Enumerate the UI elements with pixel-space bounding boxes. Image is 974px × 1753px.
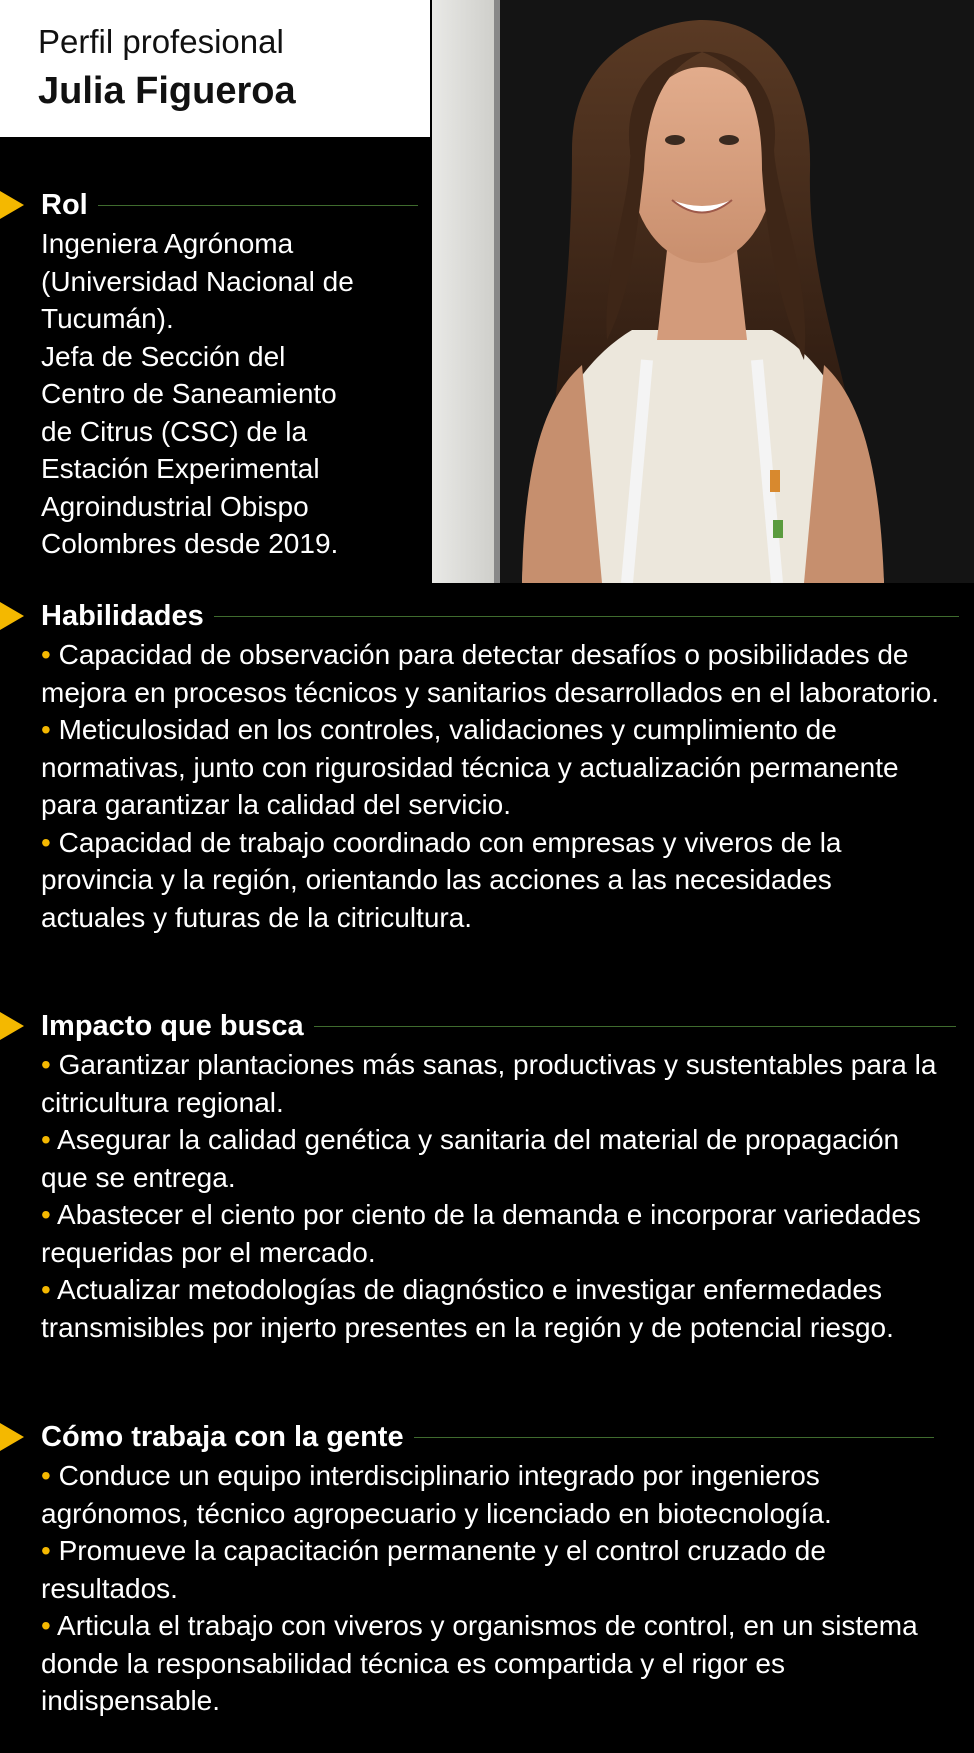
bullet-icon: •	[41, 1124, 51, 1155]
bullet-icon: •	[41, 1199, 51, 1230]
rol-line: de Citrus (CSC) de la	[41, 415, 308, 447]
triangle-marker-icon	[0, 602, 24, 630]
triangle-marker-icon	[0, 1012, 24, 1040]
section-rule	[314, 1026, 956, 1027]
list-item: • Capacidad de trabajo coordinado con empresas y viveros de la provincia y la región, orientando las acciones a las necesidades actuales y futuras de la citricultura.	[41, 826, 842, 933]
bullet-icon: •	[41, 826, 51, 858]
bullet-icon: •	[41, 714, 51, 745]
list-item: • Meticulosidad en los controles, validaciones y cumplimiento de normativas, junto con rigurosidad técnica y actualización permanente para garantizar la calidad del servicio.	[41, 714, 899, 820]
list-item: • Conduce un equipo interdisciplinario integrado por ingenieros agrónomos, técnico agropecuario y licenciado en biotecnología.	[41, 1460, 832, 1529]
section-gente	[0, 1417, 974, 1720]
list-item: • Promueve la capacitación permanente y el control cruzado de resultados.	[41, 1535, 826, 1604]
rol-line: Ingeniera Agrónoma	[41, 228, 294, 259]
rol-line: Jefa de Sección del	[41, 340, 286, 372]
bullet-icon: •	[41, 1610, 51, 1641]
profile-name: Julia Figueroa	[38, 70, 296, 112]
list-item: • Capacidad de observación para detectar desafíos o posibilidades de mejora en procesos técnicos y sanitarios desarrollados en el laboratorio.	[41, 639, 940, 708]
section-title-gente: Cómo trabaja con la gente	[41, 1421, 404, 1453]
section-rule	[98, 205, 418, 206]
section-rule	[214, 616, 959, 617]
triangle-marker-icon	[0, 191, 24, 219]
rol-description	[41, 225, 974, 563]
rol-line: Colombres desde 2019.	[41, 528, 339, 559]
bullet-icon: •	[41, 1535, 51, 1566]
section-impacto	[0, 1006, 974, 1346]
bullet-icon: •	[41, 1049, 51, 1080]
rol-line: Agroindustrial Obispo	[41, 490, 309, 522]
triangle-marker-icon	[0, 1423, 24, 1451]
list-item: • Garantizar plantaciones más sanas, productivas y sustentables para la citricultura regional.	[41, 1049, 937, 1118]
section-title-impacto: Impacto que busca	[41, 1010, 304, 1042]
list-item: • Abastecer el ciento por ciento de la demanda e incorporar variedades requeridas por el mercado.	[41, 1199, 921, 1268]
section-habilidades	[0, 596, 974, 936]
rol-line: Tucumán).	[41, 303, 174, 334]
profile-subtitle: Perfil profesional	[38, 23, 284, 60]
habilidades-list	[41, 636, 941, 936]
bullet-icon: •	[41, 1274, 51, 1305]
rol-line: Centro de Saneamiento	[41, 378, 337, 409]
section-title-rol: Rol	[41, 189, 88, 221]
section-rol	[0, 185, 974, 563]
section-title-habilidades: Habilidades	[41, 600, 204, 632]
profile-title-box	[0, 0, 430, 137]
rol-line: Estación Experimental	[41, 453, 320, 484]
section-rule	[414, 1437, 934, 1438]
list-item: • Articula el trabajo con viveros y organismos de control, en un sistema donde la responsabilidad técnica es compartida y el rigor es indispensable.	[41, 1610, 918, 1716]
bullet-icon: •	[41, 1460, 51, 1491]
bullet-icon: •	[41, 639, 51, 670]
list-item: • Actualizar metodologías de diagnóstico e investigar enfermedades transmisibles por injerto presentes en la región y de potencial riesgo.	[41, 1274, 894, 1343]
impacto-list	[41, 1046, 941, 1346]
rol-line: (Universidad Nacional de	[41, 265, 354, 297]
gente-list	[41, 1457, 941, 1720]
list-item: • Asegurar la calidad genética y sanitaria del material de propagación que se entrega.	[41, 1124, 900, 1193]
